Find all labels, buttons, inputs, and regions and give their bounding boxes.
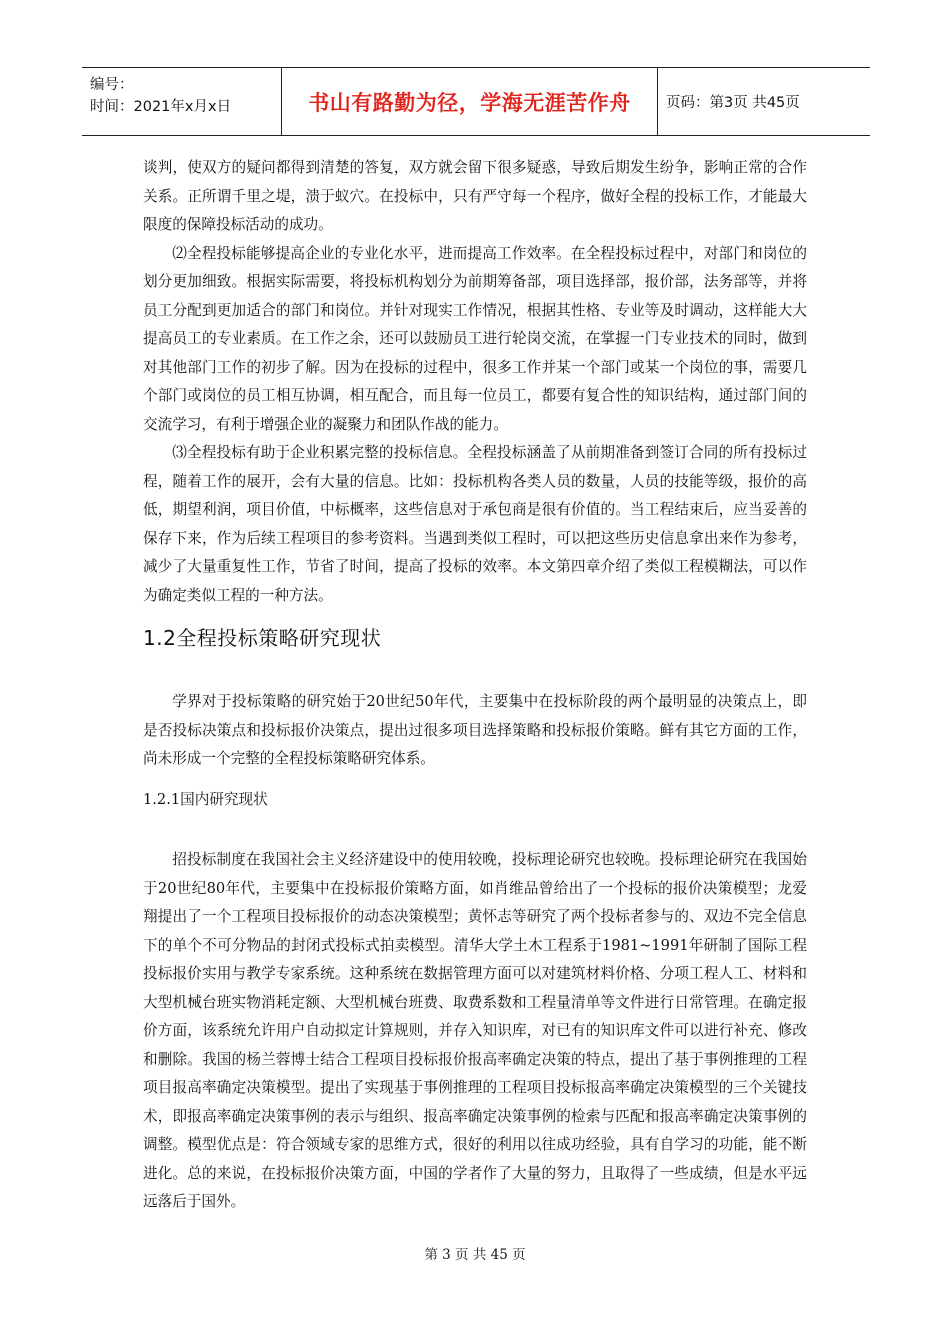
paragraph-section-intro: 学界对于投标策略的研究始于20世纪50年代，主要集中在投标阶段的两个最明显的决策点上，即是否投标决策点和投标报价决策点，提出过很多项目选择策略和投标报价策略。鲜有其它方面的工作，尚未形成一个完整的全程投标策略研究体系。 <box>143 693 807 767</box>
header-page-info: 页码：第3页 共45页 <box>666 95 800 111</box>
paragraph-domestic-research: 招投标制度在我国社会主义经济建设中的使用较晚，投标理论研究也较晚。投标理论研究在我国始于20世纪80年代，主要集中在投标报价策略方面，如肖维品曾给出了一个投标的报价决策模型；龙爱翔提出了一个工程项目投标报价的动态决策模型；黄怀志等研究了两个投标者参与的、双边不完全信息下的单个不可分物品的封闭式投标式拍卖模型。清华大学土木工程系于1981~1991年研制了国际工程投标报价实用与教学专家系统。这种系统在数据管理方面可以对建筑材料价格、分项工程人工、材料和大型机械台班实物消耗定额、大型机械台班费、取费系数和工程量清单等文件进行日常管理。在确定报价方面，该系统允许用户自动拟定计算规则，并存入知识库，对已有的知识库文件可以进行补充、修改和删除。我国的杨兰蓉博士结合工程项目投标报价报高率确定决策的特点，提出了基于事例推理的工程项目报高率确定决策模型。提出了实现基于事例推理的工程项目投标报高率确定决策模型的三个关键技术，即报高率确定决策事例的表示与组织、报高率确定决策事例的检索与匹配和报高率确定决策事例的调整。模型优点是：符合领域专家的思维方式，很好的利用以往成功经验，具有自学习的功能，能不断进化。总的来说，在投标报价决策方面，中国的学者作了大量的努力，且取得了一些成绩，但是水平远远落后于国外。 <box>143 851 807 1210</box>
header-meta <box>82 68 282 135</box>
paragraph-continued: 谈判，使双方的疑问都得到清楚的答复，双方就会留下很多疑惑，导致后期发生纷争，影响正常的合作关系。正所谓千里之堤，溃于蚁穴。在投标中，只有严守每一个程序，做好全程的投标工作，才能最大限度的保障投标活动的成功。 <box>143 159 807 233</box>
paragraph-point-2: ⑵全程投标能够提高企业的专业化水平，进而提高工作效率。在全程投标过程中，对部门和岗位的划分更加细致。根据实际需要，将投标机构划分为前期筹备部，项目选择部，报价部，法务部等，并将员工分配到更加适合的部门和岗位。并针对现实工作情况，根据其性格、专业等及时调动，这样能大大提高员工的专业素质。在工作之余，还可以鼓励员工进行轮岗交流，在掌握一门专业技术的同时，做到对其他部门工作的初步了解。因为在投标的过程中，很多工作并某一个部门或某一个岗位的事，需要几个部门或岗位的员工相互协调，相互配合，而且每一位员工，都要有复合性的知识结构，通过部门间的交流学习，有利于增强企业的凝聚力和团队作战的能力。 <box>143 244 807 433</box>
section-heading: 1.2全程投标策略研究现状 <box>143 626 382 650</box>
document-date: 时间：2021年x月x日 <box>90 99 232 115</box>
page-header <box>82 67 870 136</box>
document-number-label: 编号： <box>90 77 134 93</box>
subsection-heading: 1.2.1国内研究现状 <box>143 791 268 808</box>
page-footer: 第 3 页 共 45 页 <box>424 1247 526 1263</box>
paragraph-point-3: ⑶全程投标有助于企业积累完整的投标信息。全程投标涵盖了从前期准备到签订合同的所有投标过程，随着工作的展开，会有大量的信息。比如：投标机构各类人员的数量，人员的技能等级，报价的高低，期望利润，项目价值，中标概率，这些信息对于承包商是很有价值的。当工程结束后，应当妥善的保存下来，作为后续工程项目的参考资料。当遇到类似工程时，可以把这些历史信息拿出来作为参考，减少了大量重复性工作，节省了时间，提高了投标的效率。本文第四章介绍了类似工程模糊法，可以作为确定类似工程的一种方法。 <box>143 444 807 604</box>
header-motto: 书山有路勤为径，学海无涯苦作舟 <box>282 68 658 135</box>
body-text-block-1 <box>143 154 807 610</box>
body-text-block-2 <box>143 688 807 774</box>
body-text-block-3 <box>143 846 807 1217</box>
